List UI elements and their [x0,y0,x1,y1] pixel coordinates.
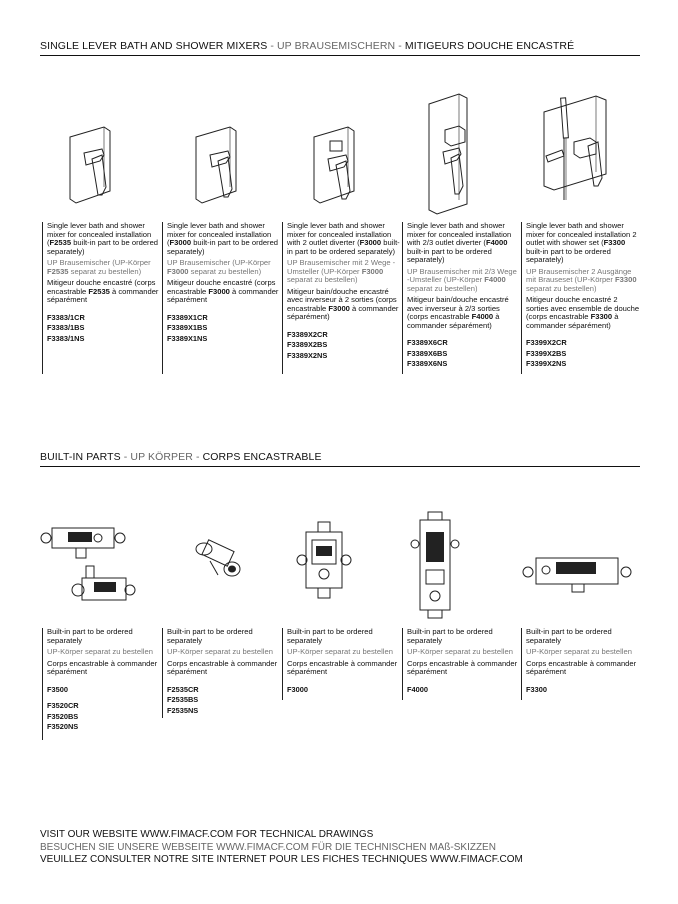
product-codes [47,685,161,733]
section-mixers-title [40,40,574,52]
desc-de: UP-Körper separat zu bestellen [407,647,513,656]
product-code: F3520NS [47,722,79,731]
desc-de: UP Brausemischer 2 Ausgänge mit Brauseset (UP-Körper F3300 separat zu bestellen) [526,266,637,293]
builtin-drawing-f3000 [296,518,356,608]
desc-en: Single lever bath and shower mixer for concealed installation with 2/3 outlet diverter (F4000 built-in part to be ordered separately) [407,221,512,264]
desc-fr: Corps encastrable à commander séparément [47,658,158,676]
product-column-5 [521,222,640,374]
builtin-column-1 [42,628,161,740]
desc-en: Built-in part to be ordered separately [407,627,493,645]
desc-de: UP Brausemischer mit 2 Wege -Umsteller (UP-Körper F3000 separat zu bestellen) [287,258,396,284]
desc-fr: Mitigeur douche encastré 2 sorties avec ensemble de douche (corps encastrable F3300 à commander séparément) [526,295,640,330]
product-code: F3389X1NS [167,333,208,343]
product-column-4 [402,222,521,374]
mixer-drawing-f3389x2 [306,125,366,215]
product-codes [407,338,521,370]
desc-en: Single lever bath and shower mixer for concealed installation (F2535 built-in part to be ordered separately) [47,221,159,256]
product-code: F3000 [287,684,308,694]
desc-de: UP Brausemischer (UP-Körper F3000 separat zu bestellen) [167,258,271,276]
desc-fr: Mitigeur douche encastré (corps encastrable F2535 à commander séparément [47,278,159,304]
desc-fr: Mitigeur bain/douche encastré avec inverseur à 2/3 sorties (corps encastrable F4000 à commander séparément) [407,295,509,330]
mixer-drawing-f3383 [62,125,122,215]
title-fr: MITIGEURS DOUCHE ENCASTRÉ [404,40,575,52]
title-separator: - [267,40,277,52]
product-codes [287,685,401,696]
title-de: UP KÖRPER [130,451,193,463]
builtin-drawing-f2535 [190,535,250,585]
desc-de: UP-Körper separat zu bestellen [167,647,273,656]
product-codes [167,313,281,345]
desc-en: Single lever bath and shower mixer for concealed installation (F3000 built-in part to be ordered separately) [167,221,279,256]
product-column-3 [282,222,401,374]
section-builtin-title [40,451,322,463]
desc-en: Single lever bath and shower mixer for concealed installation with 2 outlet diverter (F3000 built-in part to be ordered separately) [287,221,400,256]
desc-fr: Corps encastrable à commander séparément [526,658,637,676]
desc-en: Built-in part to be ordered separately [167,627,253,645]
section-mixers-rule [40,55,640,56]
builtin-column-2 [162,628,281,718]
product-code: F3399X2BS [526,348,567,358]
product-codes [407,685,521,696]
product-column-2 [162,222,281,374]
product-code: F3389X1CR [167,312,208,322]
product-code: F3389X2NS [287,350,328,360]
builtin-column-3 [282,628,401,700]
builtin-drawing-f4000 [410,510,460,620]
title-separator: - [120,451,131,463]
builtin-drawing-f3300 [522,550,632,595]
footer-line-fr: VEUILLEZ CONSULTER NOTRE SITE INTERNET POUR LES FICHES TECHNIQUES WWW.FIMACF.COM [40,854,523,865]
product-code: F3520BS [47,711,79,721]
builtin-column-5 [521,628,640,700]
product-code: F3383/1CR [47,312,85,322]
desc-de: UP Brausemischer mit 2/3 Wege -Umsteller (UP-Körper F4000 separat zu bestellen) [407,266,517,293]
product-codes [287,330,401,362]
desc-en: Single lever bath and shower mixer for concealed installation 2 outlet with shower set (F3300 built-in part to be ordered separately) [526,221,637,264]
product-code: F3389X2BS [287,340,328,349]
product-code: F4000 [407,684,428,694]
mixer-drawing-f3399x2 [536,92,626,217]
product-column-1 [42,222,161,374]
title-separator: - [395,40,405,52]
footer-line-en: VISIT OUR WEBSITE WWW.FIMACF.COM FOR TECHNICAL DRAWINGS [40,829,374,840]
product-codes [47,313,161,345]
desc-de: UP-Körper separat zu bestellen [47,647,153,656]
builtin-column-4 [402,628,521,700]
product-code: F3399X2NS [526,359,567,368]
product-code: F3389X6BS [407,348,448,358]
title-fr: CORPS ENCASTRABLE [202,451,322,463]
title-separator: - [192,451,203,463]
desc-fr: Corps encastrable à commander séparément [287,658,398,676]
title-de: UP BRAUSEMISCHERN [277,40,396,52]
product-codes [526,685,640,696]
desc-de: UP-Körper separat zu bestellen [287,647,393,656]
desc-en: Built-in part to be ordered separately [287,627,373,645]
product-code: F3389X6CR [407,338,448,347]
desc-en: Built-in part to be ordered separately [47,627,133,645]
product-code: F2535CR [167,684,199,694]
title-en: BUILT-IN PARTS [40,451,121,463]
product-code: F3520CR [47,701,79,710]
desc-fr: Corps encastrable à commander séparément [407,658,518,676]
desc-en: Built-in part to be ordered separately [526,627,612,645]
footer-line-de: BESUCHEN SIE UNSERE WEBSEITE WWW.FIMACF.COM FÜR DIE TECHNISCHEN MAß-SKIZZEN [40,841,496,853]
product-code: F3300 [526,684,547,694]
product-code: F3389X1BS [167,323,208,332]
product-code: F3389X6NS [407,359,448,368]
title-en: SINGLE LEVER BATH AND SHOWER MIXERS [40,40,268,52]
desc-fr: Mitigeur douche encastré (corps encastrable F3000 à commander séparément [167,278,279,304]
product-code: F3383/1NS [47,333,85,343]
desc-de: UP Brausemischer (UP-Körper F2535 separat zu bestellen) [47,258,151,276]
product-codes [526,338,640,370]
product-code: F2535NS [167,705,199,715]
product-code: F3500 [47,684,68,694]
desc-fr: Corps encastrable à commander séparément [167,658,278,676]
product-code: F2535BS [167,695,199,704]
desc-de: UP-Körper separat zu bestellen [526,647,632,656]
builtin-drawing-f3500 [38,520,138,610]
mixer-drawing-f3389x1 [188,125,248,215]
product-code: F3389X2CR [287,329,328,339]
product-codes [167,685,281,717]
product-code: F3399X2CR [526,338,567,347]
section-builtin-rule [40,466,640,467]
website-footer [40,829,523,867]
product-code: F3383/1BS [47,323,85,332]
desc-fr: Mitigeur bain/douche encastré avec inverseur à 2 sorties (corps encastrable F3000 à commander séparément) [287,286,399,321]
mixer-drawing-f3389x6 [425,92,485,217]
